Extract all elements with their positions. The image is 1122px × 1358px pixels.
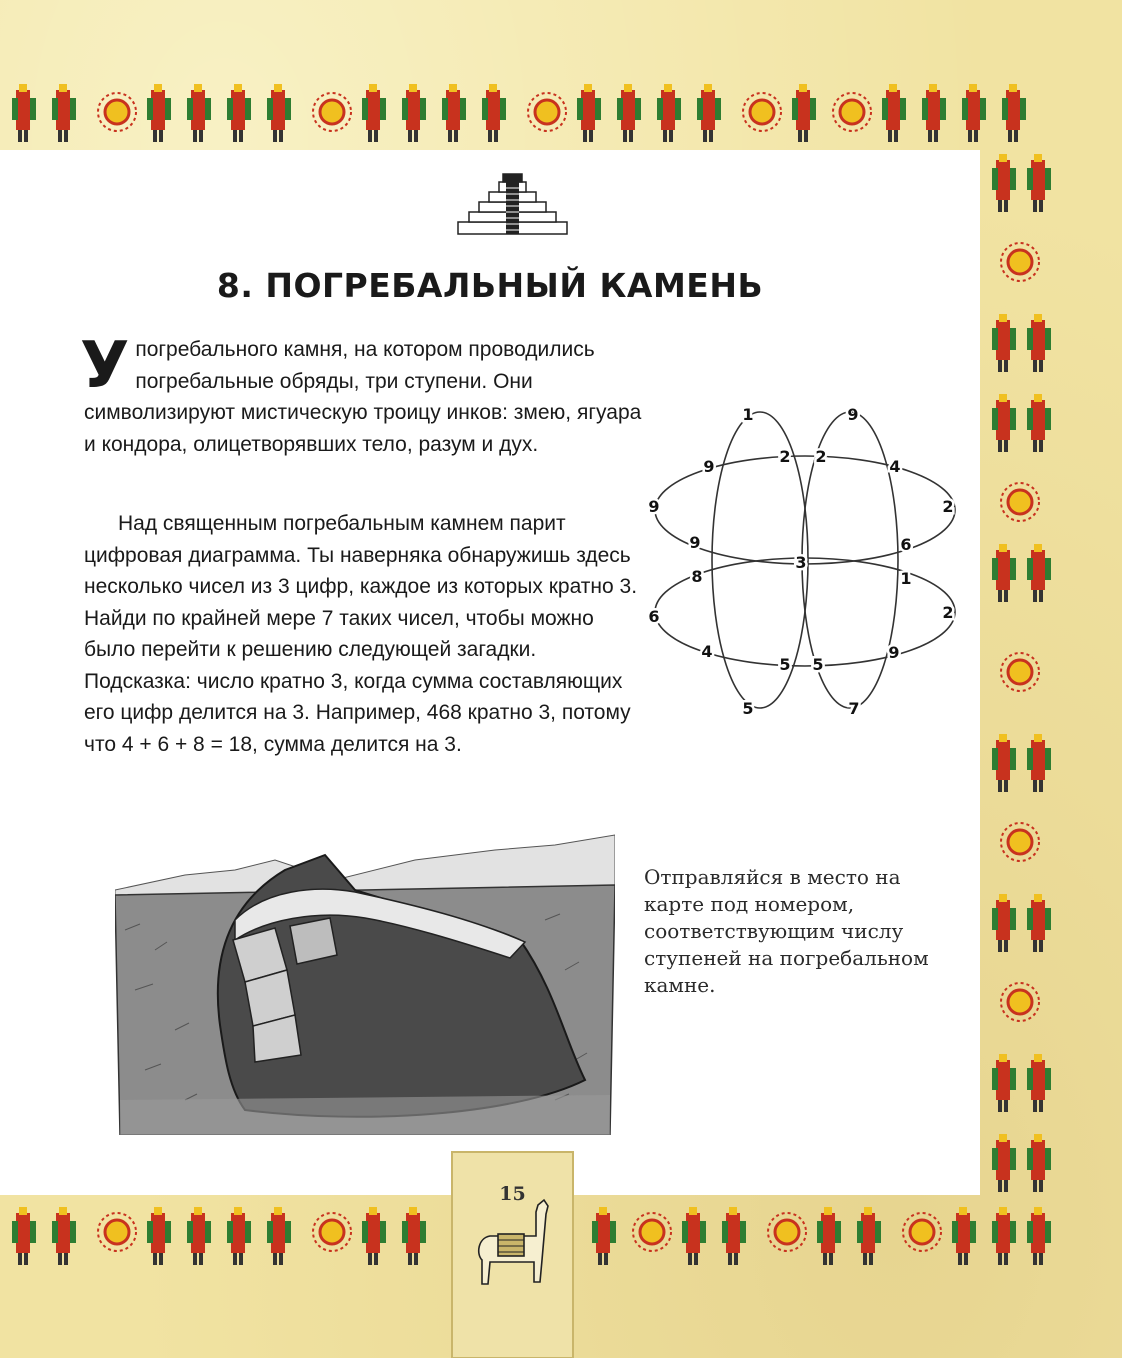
diagram-digit: 2 [779, 447, 791, 466]
diagram-digit: 8 [691, 567, 703, 586]
diagram-digit: 5 [742, 699, 754, 718]
diagram-digit: 5 [779, 655, 791, 674]
intro-paragraph [80, 329, 644, 460]
intro-text: погребального камня, на котором проводились погребальные обряды, три ступени. Они символизируют мистическую троицу инков: змею, ягуара и кондора, олицетворявших тело, разум и дух. [84, 338, 642, 456]
puzzle-paragraph: Над священным погребальным камнем парит цифровая диаграмма. Ты наверняка обнаружишь здесь несколько чисел из 3 цифр, каждое из которых кратно 3. Найди по крайней мере 7 таких чисел, чтобы можно было перейти к решению следующей загадки. Подсказка: число кратно 3, когда сумма составляющих его цифр делится на 3. Например, 468 кратно 3, потому что 4 + 6 + 8 = 18, сумма делится на 3. [84, 512, 638, 756]
diagram-digit: 1 [900, 569, 912, 588]
burial-stone-illustration [115, 830, 615, 1135]
diagram-digit: 4 [889, 457, 901, 476]
diagram-digit: 6 [648, 607, 660, 626]
diagram-digit: 9 [648, 497, 660, 516]
diagram-digit: 7 [848, 699, 860, 718]
diagram-digit: 9 [888, 643, 900, 662]
inca-ornament-border-top [0, 80, 1060, 150]
diagram-digit: 2 [942, 603, 954, 622]
map-instruction-text: Отправляйся в место на карте под номером, соответствующим числу ступеней на погребальном камне. [644, 865, 929, 997]
diagram-digit: 2 [942, 497, 954, 516]
diagram-digit: 5 [812, 655, 824, 674]
diagram-digit: 9 [703, 457, 715, 476]
diagram-digit: 3 [795, 553, 807, 572]
diagram-digit: 1 [742, 405, 754, 424]
number-diagram [640, 400, 970, 720]
diagram-digit: 9 [847, 405, 859, 424]
inca-ornament-border-right [980, 80, 1062, 1220]
pyramid-icon [455, 170, 570, 238]
diagram-digit: 2 [815, 447, 827, 466]
page-number-tab [450, 1150, 575, 1358]
page-number: 15 [499, 1183, 526, 1205]
diagram-digit: 6 [900, 535, 912, 554]
page-title: 8. ПОГРЕБАЛЬНЫЙ КАМЕНЬ [216, 266, 764, 305]
diagram-digit: 4 [701, 642, 713, 661]
drop-cap: У [80, 329, 130, 403]
diagram-digit: 9 [689, 533, 701, 552]
